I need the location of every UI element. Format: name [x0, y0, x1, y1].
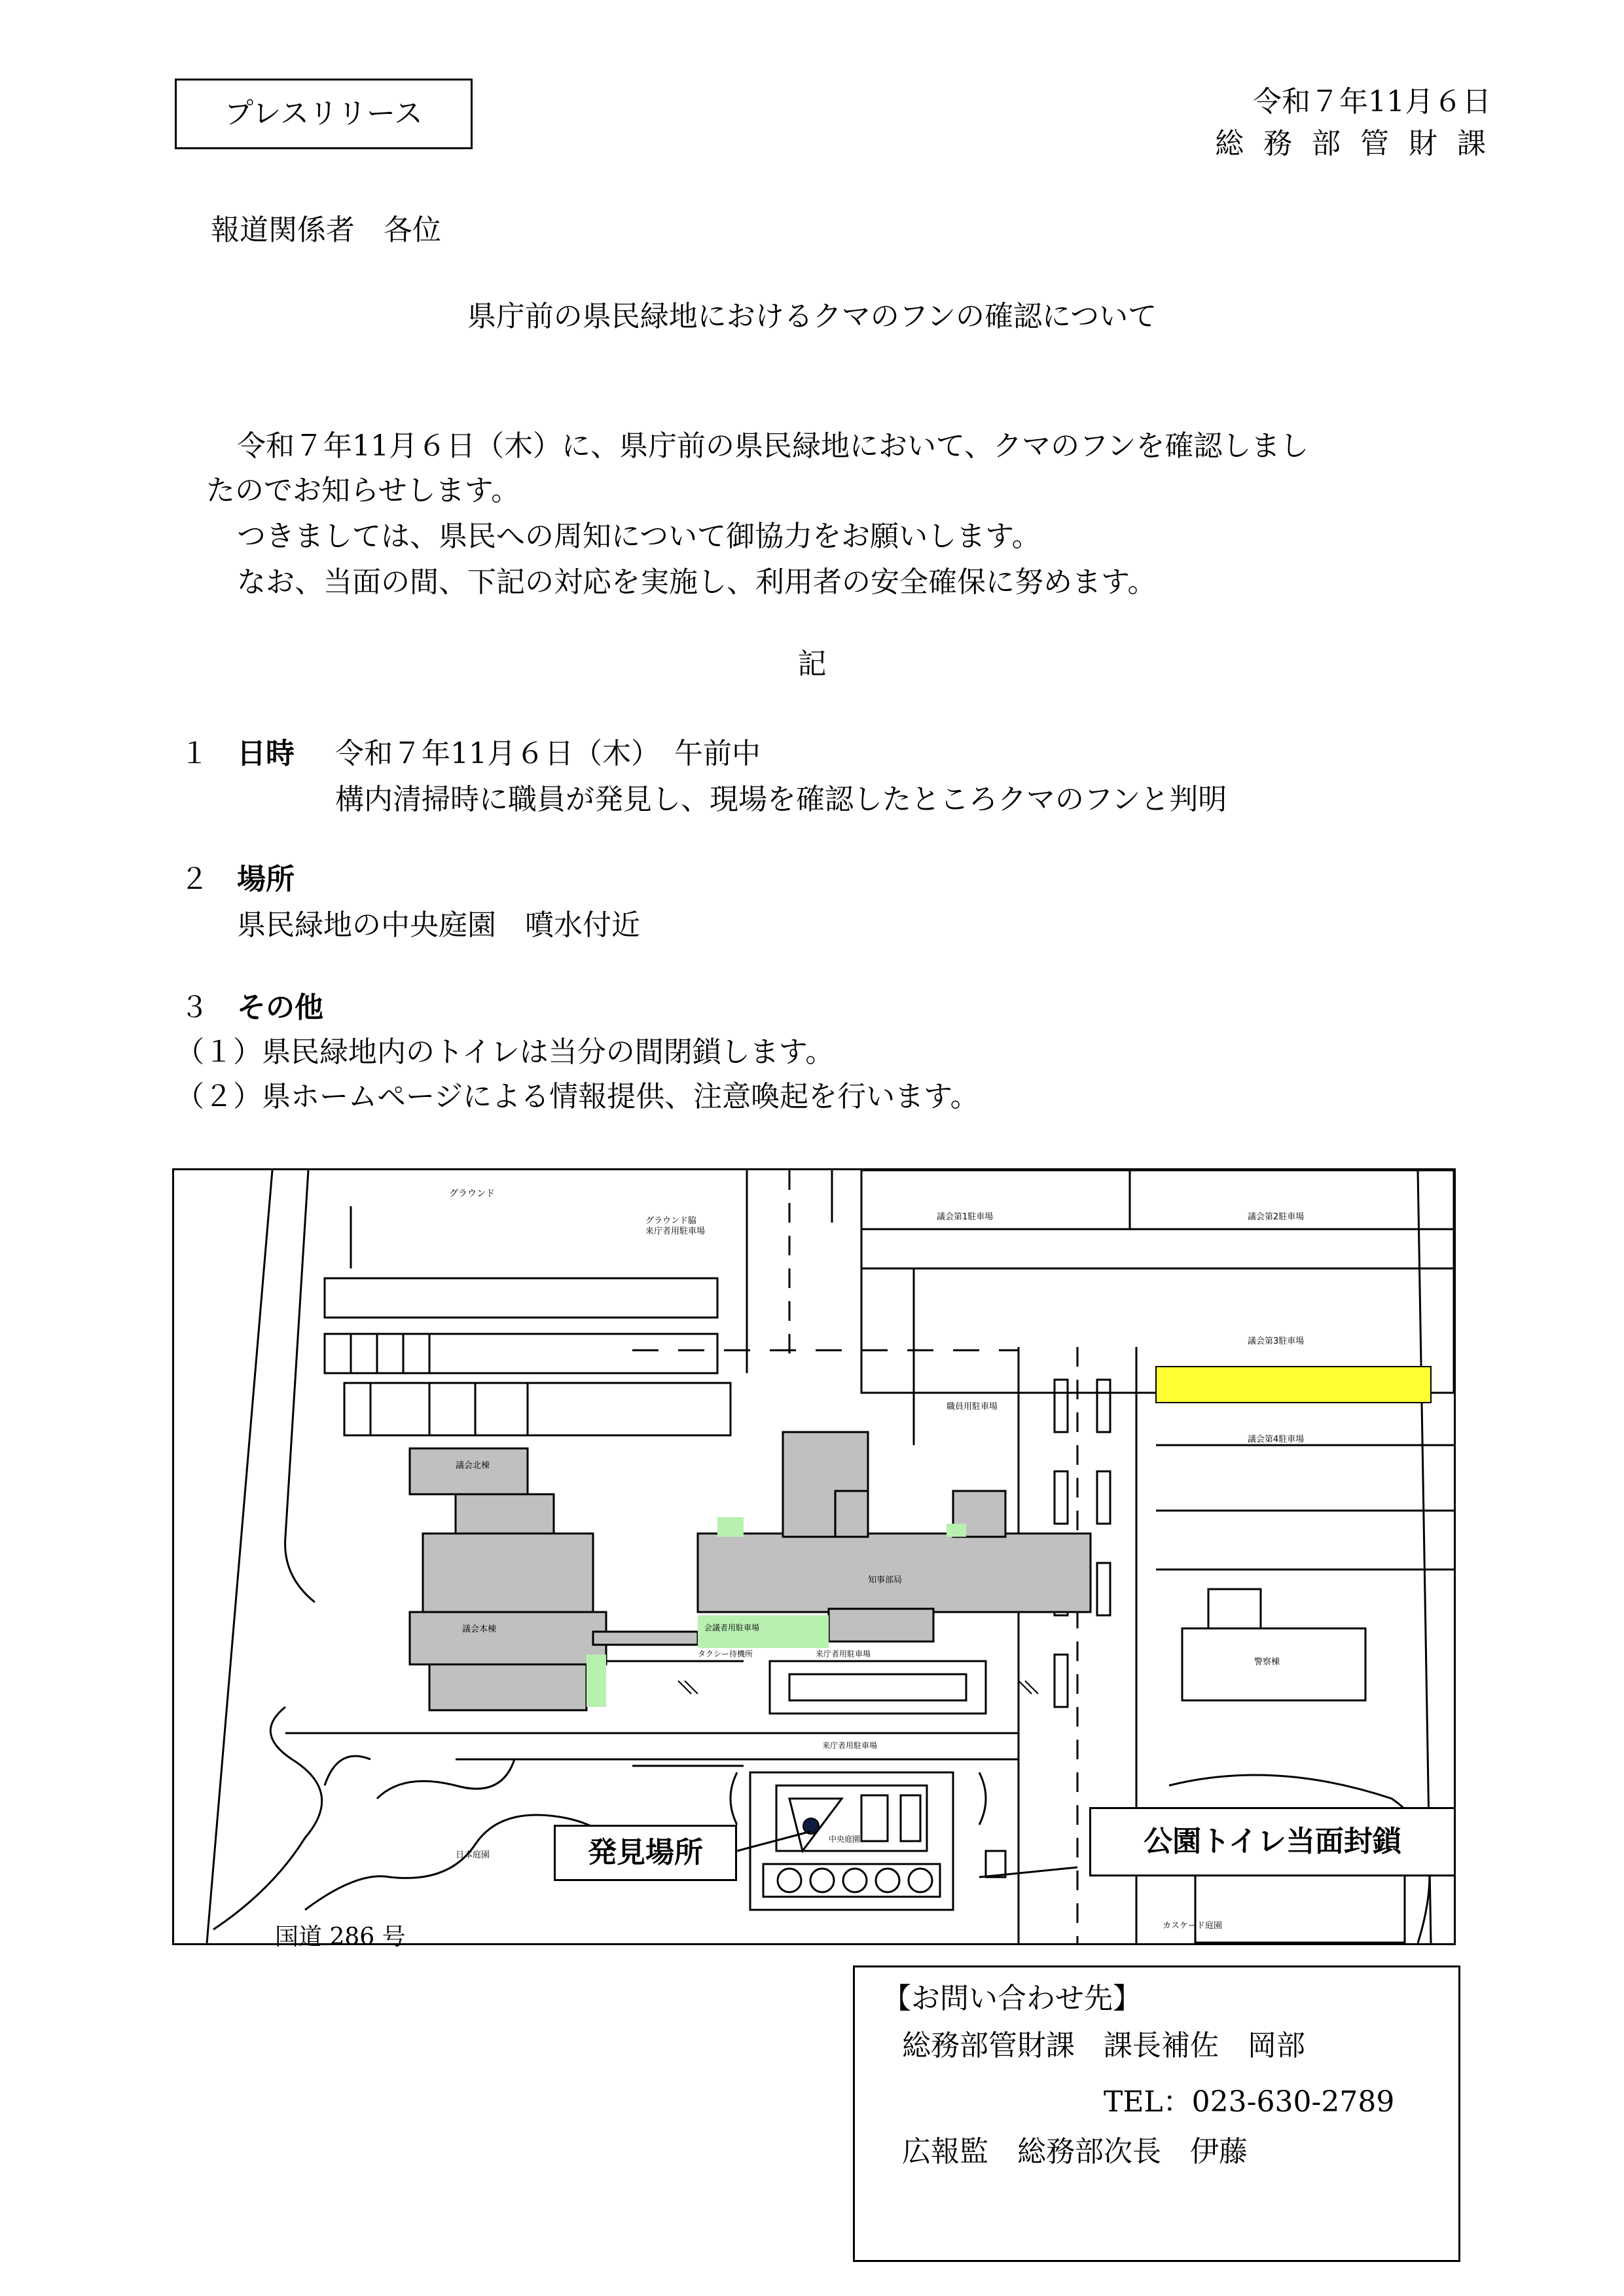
body-paragraph-3: なお、当面の間、下記の対応を実施し、利用者の安全確保に努めます。 — [237, 565, 1157, 599]
road-label: 国道 286 号 — [275, 1924, 406, 1950]
label-cascade-garden: カスケード庭園 — [1163, 1921, 1223, 1931]
section-2-number: ２ — [180, 863, 209, 896]
label-taxi: タクシー待機所 — [698, 1649, 753, 1659]
section-2-heading: 場所 — [237, 863, 295, 896]
label-police: 警察棟 — [1254, 1657, 1280, 1667]
section-1-number: １ — [180, 737, 209, 770]
section-3-number: ３ — [180, 991, 209, 1024]
label-ground: グラウンド — [449, 1189, 495, 1199]
body-paragraph-1a: 令和７年11月６日（木）に、県庁前の県民緑地において、クマのフンを確認しまし — [237, 429, 1309, 463]
body-paragraph-2: つきましては、県民への周知について御協力をお願いします。 — [237, 520, 1041, 553]
body-paragraph-1b: たのでお知らせします。 — [206, 474, 520, 507]
label-parking-1: 議会第1駐車場 — [937, 1212, 994, 1222]
label-ground-parking: グラウンド脇 来庁者用駐車場 — [645, 1216, 706, 1236]
label-parking-2: 議会第2駐車場 — [1248, 1212, 1305, 1222]
section-2-line1: 県民緑地の中央庭園 噴水付近 — [237, 908, 640, 942]
section-3-item1: （１）県民緑地内のトイレは当分の間閉鎖します。 — [175, 1035, 835, 1069]
contact-press-officer: 広報監 総務部次長 伊藤 — [902, 2135, 1248, 2168]
addressee: 報道関係者 各位 — [211, 213, 441, 247]
press-release-box — [175, 79, 473, 149]
contact-box — [853, 1965, 1460, 2262]
callout-found-location — [554, 1825, 737, 1881]
label-gikai-north: 議会北棟 — [456, 1461, 490, 1471]
issue-date: 令和７年11月６日 — [1253, 85, 1491, 118]
ki-marker: 記 — [797, 647, 827, 681]
contact-tel: TEL：023-630-2789 — [1104, 2085, 1395, 2119]
label-parking-4: 議会第4駐車場 — [1248, 1435, 1305, 1444]
label-visitor-parking-2: 来庁者用駐車場 — [822, 1741, 878, 1750]
label-japanese-garden: 日本庭園 — [456, 1850, 490, 1860]
section-1-heading: 日時 — [237, 737, 295, 770]
label-parking-3: 議会第3駐車場 — [1248, 1336, 1305, 1346]
section-3-heading: その他 — [237, 991, 323, 1024]
callout-toilet-text: 公園トイレ当面封鎖 — [1144, 1825, 1401, 1858]
press-release-label: プレスリリース — [225, 97, 423, 130]
label-governor-building: 知事部局 — [868, 1575, 903, 1585]
label-staff-parking: 職員用駐車場 — [947, 1402, 998, 1412]
contact-person-line: 総務部管財課 課長補佐 岡部 — [902, 2029, 1305, 2062]
section-1-line2: 構内清掃時に職員が発見し、現場を確認したところクマのフンと判明 — [335, 783, 1227, 816]
callout-found-text: 発見場所 — [588, 1836, 703, 1869]
issuing-department: 総 務 部 管 財 課 — [1215, 127, 1491, 160]
site-map — [172, 1168, 1456, 1945]
section-3-item2: （２）県ホームページによる情報提供、注意喚起を行います。 — [175, 1080, 979, 1113]
section-1-line1: 令和７年11月６日（木） 午前中 — [335, 737, 761, 770]
page-title: 県庁前の県民緑地におけるクマのフンの確認について — [467, 300, 1157, 333]
callout-toilet-closed — [1089, 1807, 1456, 1876]
label-central-garden: 中央庭園 — [829, 1835, 861, 1844]
label-visitor-parking: 来庁者用駐車場 — [816, 1649, 871, 1659]
label-gikai-main: 議会本棟 — [462, 1624, 497, 1634]
label-meeting-parking: 会議者用駐車場 — [704, 1623, 760, 1632]
contact-heading: 【お問い合わせ先】 — [882, 1982, 1142, 2015]
